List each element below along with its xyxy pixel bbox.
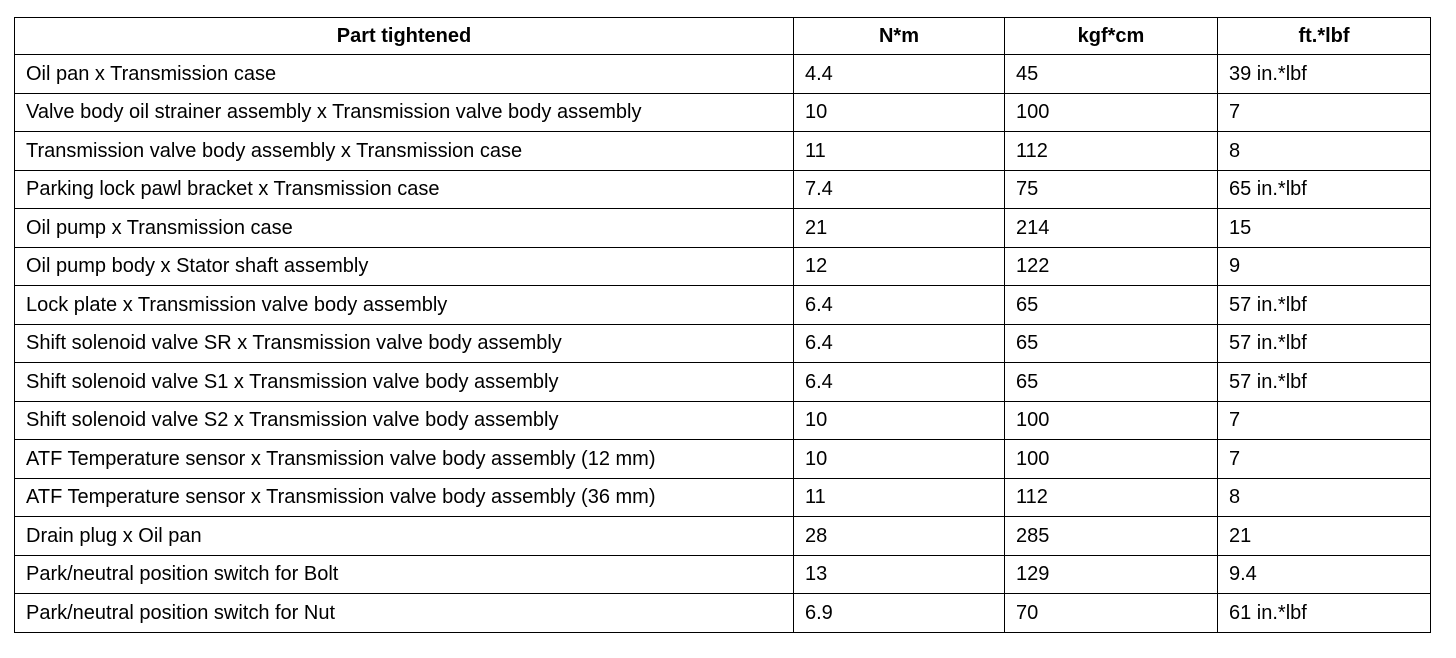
cell-ft-lbf: 8 [1218, 132, 1431, 171]
cell-ft-lbf: 65 in.*lbf [1218, 170, 1431, 209]
cell-part-tightened: Transmission valve body assembly x Transmission case [15, 132, 794, 171]
cell-kgf-cm: 112 [1005, 478, 1218, 517]
cell-newton-meter: 11 [794, 132, 1005, 171]
cell-part-tightened: Parking lock pawl bracket x Transmission case [15, 170, 794, 209]
cell-kgf-cm: 112 [1005, 132, 1218, 171]
header-ft-lbf: ft.*lbf [1218, 18, 1431, 55]
table-row [15, 363, 1431, 402]
cell-part-tightened: Park/neutral position switch for Bolt [15, 555, 794, 594]
cell-ft-lbf: 61 in.*lbf [1218, 594, 1431, 633]
cell-kgf-cm: 70 [1005, 594, 1218, 633]
cell-kgf-cm: 122 [1005, 247, 1218, 286]
table-row [15, 555, 1431, 594]
cell-kgf-cm: 65 [1005, 363, 1218, 402]
cell-part-tightened: ATF Temperature sensor x Transmission valve body assembly (36 mm) [15, 478, 794, 517]
cell-ft-lbf: 39 in.*lbf [1218, 55, 1431, 94]
cell-kgf-cm: 75 [1005, 170, 1218, 209]
cell-newton-meter: 10 [794, 93, 1005, 132]
cell-newton-meter: 10 [794, 440, 1005, 479]
table-row [15, 440, 1431, 479]
header-part-tightened: Part tightened [15, 18, 794, 55]
table-row [15, 170, 1431, 209]
cell-kgf-cm: 129 [1005, 555, 1218, 594]
cell-part-tightened: Oil pan x Transmission case [15, 55, 794, 94]
cell-newton-meter: 6.4 [794, 363, 1005, 402]
cell-part-tightened: Shift solenoid valve S1 x Transmission valve body assembly [15, 363, 794, 402]
cell-part-tightened: ATF Temperature sensor x Transmission valve body assembly (12 mm) [15, 440, 794, 479]
cell-newton-meter: 4.4 [794, 55, 1005, 94]
table-row [15, 93, 1431, 132]
torque-specification-table-container [14, 17, 1430, 633]
cell-kgf-cm: 100 [1005, 440, 1218, 479]
cell-newton-meter: 6.9 [794, 594, 1005, 633]
cell-ft-lbf: 7 [1218, 401, 1431, 440]
cell-ft-lbf: 7 [1218, 440, 1431, 479]
cell-kgf-cm: 100 [1005, 93, 1218, 132]
cell-ft-lbf: 9 [1218, 247, 1431, 286]
cell-part-tightened: Shift solenoid valve S2 x Transmission valve body assembly [15, 401, 794, 440]
cell-part-tightened: Valve body oil strainer assembly x Transmission valve body assembly [15, 93, 794, 132]
header-row [15, 18, 1431, 55]
cell-kgf-cm: 100 [1005, 401, 1218, 440]
cell-newton-meter: 13 [794, 555, 1005, 594]
torque-specification-table [14, 17, 1431, 633]
cell-ft-lbf: 9.4 [1218, 555, 1431, 594]
cell-part-tightened: Shift solenoid valve SR x Transmission valve body assembly [15, 324, 794, 363]
cell-part-tightened: Oil pump body x Stator shaft assembly [15, 247, 794, 286]
header-kgf-cm: kgf*cm [1005, 18, 1218, 55]
cell-ft-lbf: 15 [1218, 209, 1431, 248]
cell-ft-lbf: 57 in.*lbf [1218, 363, 1431, 402]
table-row [15, 55, 1431, 94]
cell-ft-lbf: 7 [1218, 93, 1431, 132]
cell-newton-meter: 6.4 [794, 324, 1005, 363]
cell-ft-lbf: 21 [1218, 517, 1431, 556]
cell-newton-meter: 21 [794, 209, 1005, 248]
table-row [15, 209, 1431, 248]
cell-ft-lbf: 57 in.*lbf [1218, 286, 1431, 325]
cell-newton-meter: 10 [794, 401, 1005, 440]
cell-part-tightened: Park/neutral position switch for Nut [15, 594, 794, 633]
cell-kgf-cm: 285 [1005, 517, 1218, 556]
table-header [15, 18, 1431, 55]
cell-kgf-cm: 65 [1005, 324, 1218, 363]
cell-kgf-cm: 45 [1005, 55, 1218, 94]
cell-newton-meter: 12 [794, 247, 1005, 286]
cell-part-tightened: Oil pump x Transmission case [15, 209, 794, 248]
cell-newton-meter: 6.4 [794, 286, 1005, 325]
cell-kgf-cm: 65 [1005, 286, 1218, 325]
cell-part-tightened: Lock plate x Transmission valve body assembly [15, 286, 794, 325]
table-row [15, 517, 1431, 556]
table-row [15, 401, 1431, 440]
cell-ft-lbf: 8 [1218, 478, 1431, 517]
table-row [15, 132, 1431, 171]
table-body [15, 55, 1431, 633]
cell-newton-meter: 28 [794, 517, 1005, 556]
table-row [15, 286, 1431, 325]
table-row [15, 324, 1431, 363]
cell-kgf-cm: 214 [1005, 209, 1218, 248]
cell-ft-lbf: 57 in.*lbf [1218, 324, 1431, 363]
cell-part-tightened: Drain plug x Oil pan [15, 517, 794, 556]
cell-newton-meter: 11 [794, 478, 1005, 517]
table-row [15, 478, 1431, 517]
header-newton-meter: N*m [794, 18, 1005, 55]
cell-newton-meter: 7.4 [794, 170, 1005, 209]
table-row [15, 247, 1431, 286]
table-row [15, 594, 1431, 633]
